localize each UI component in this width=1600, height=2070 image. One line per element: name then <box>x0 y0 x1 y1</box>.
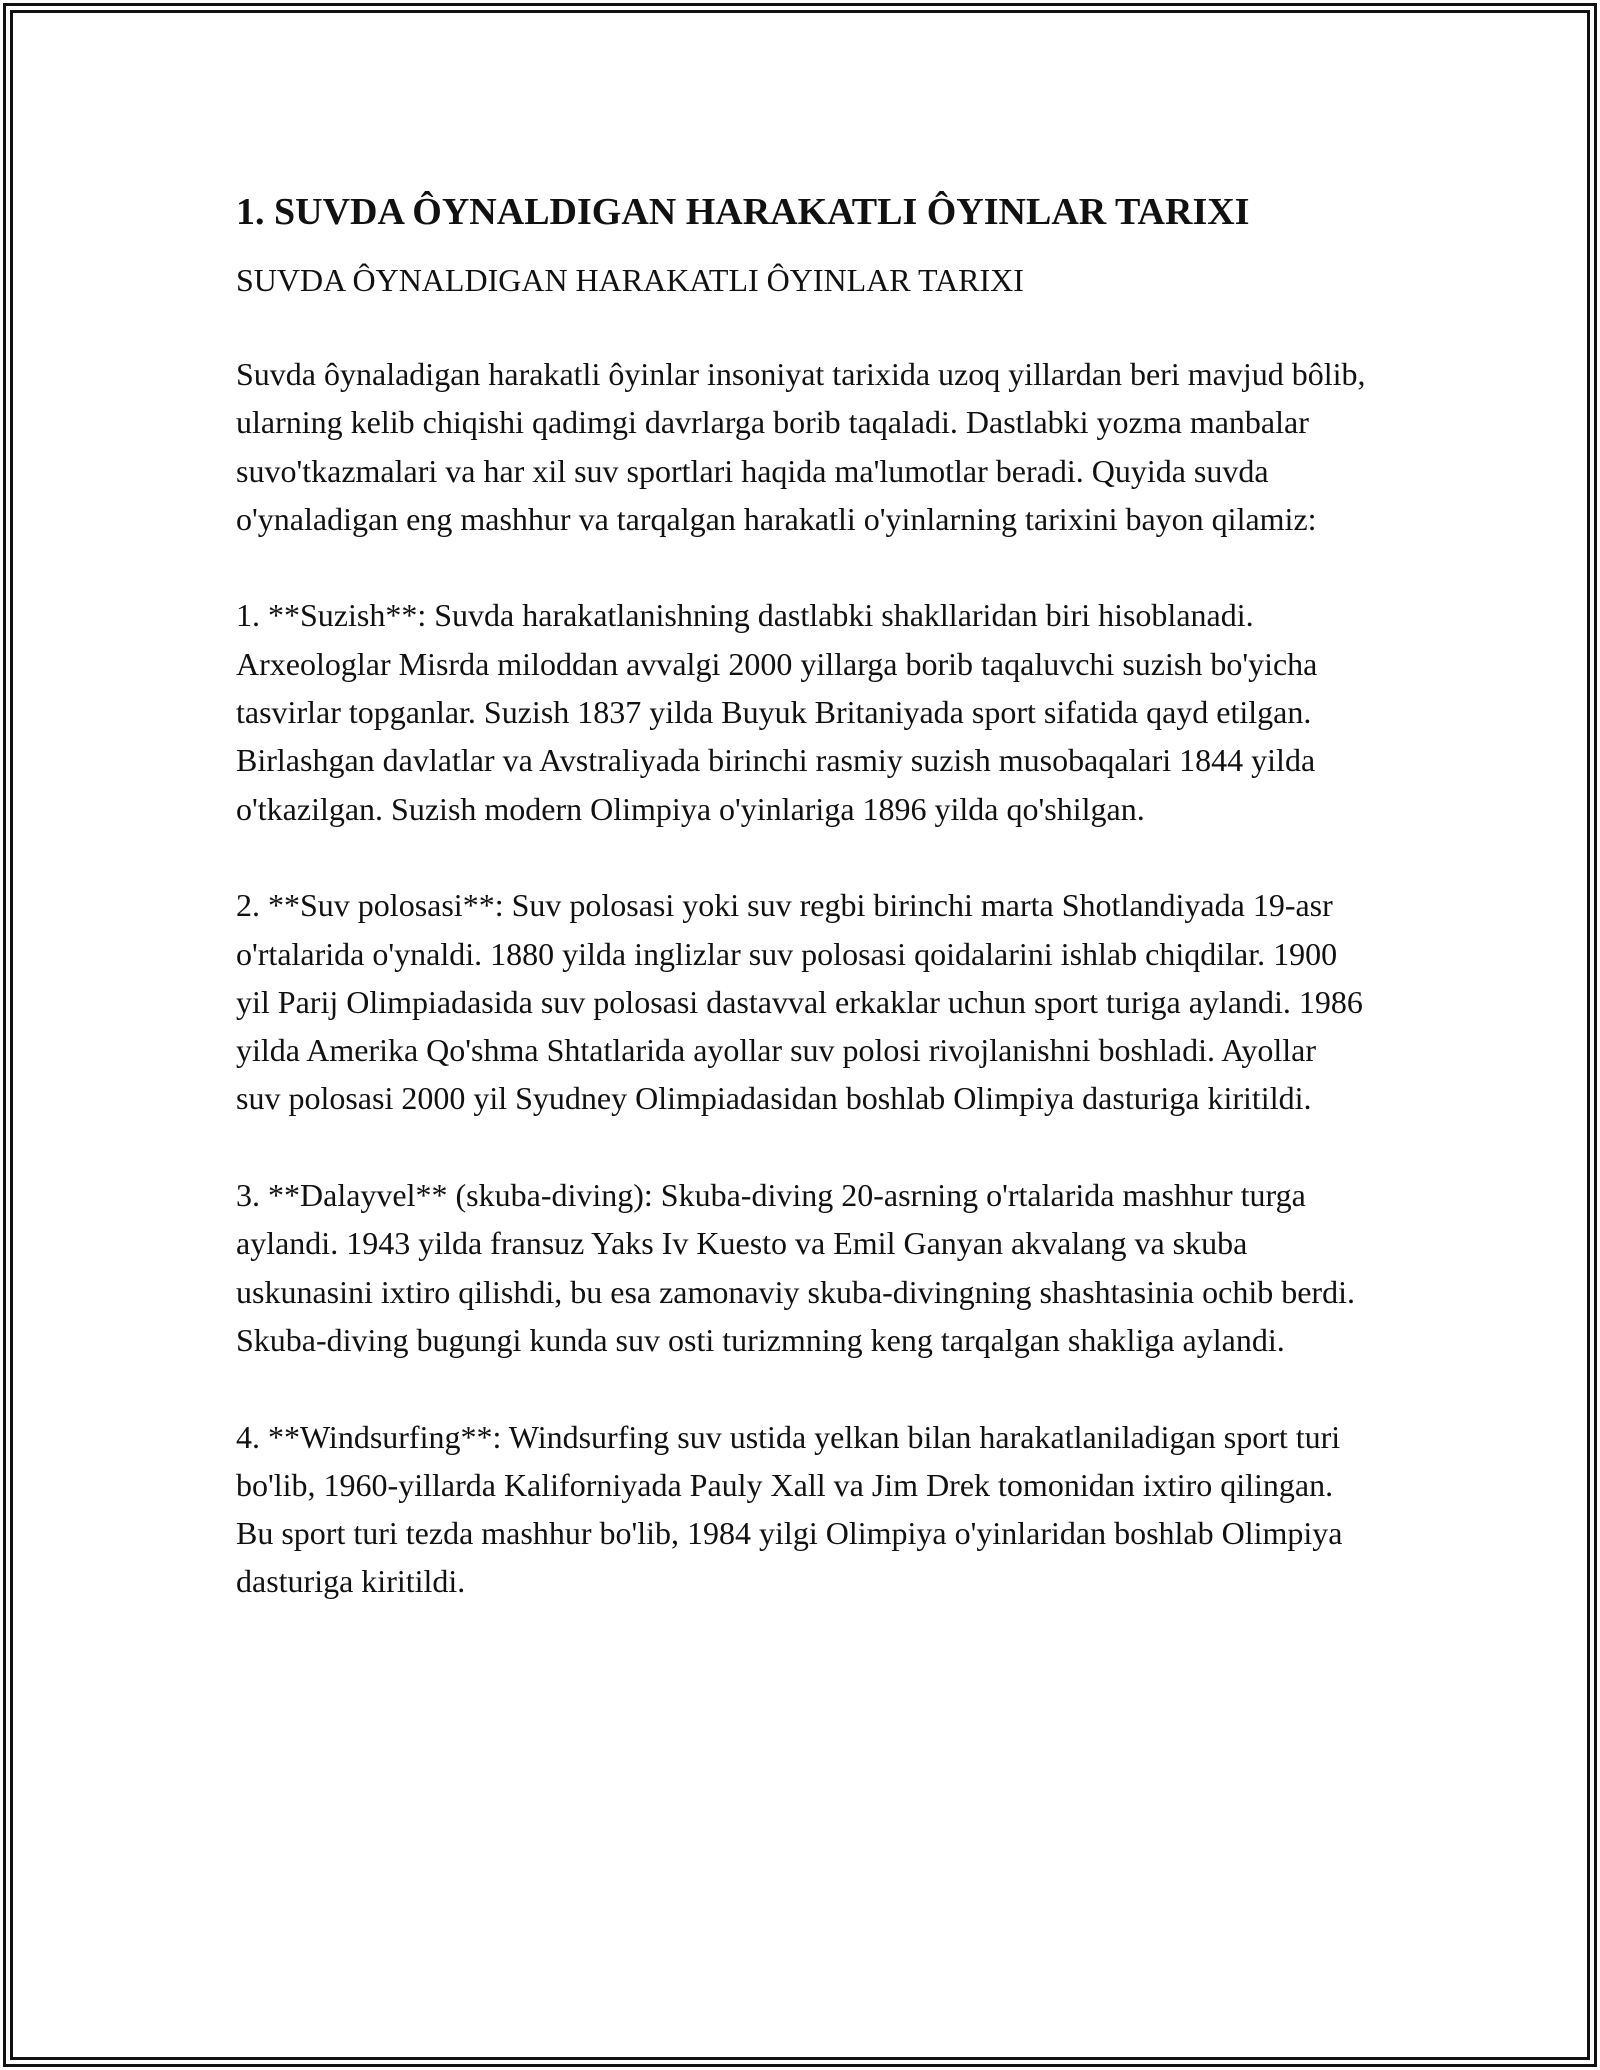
document-body <box>236 186 1366 1654</box>
paragraph-suzish: 1. **Suzish**: Suvda harakatlanishning dastlabki shakllaridan biri hisoblanadi. Arxeologlar Misrda miloddan avvalgi 2000 yillarga borib taqaluvchi suzish bo'yicha tasvirlar topganlar. Suzish 1837 yilda Buyuk Britaniyada sport sifatida qayd etilgan. Birlashgan davlatlar va Avstraliyada birinchi rasmiy suzish musobaqalari 1844 yilda o'tkazilgan. Suzish modern Olimpiya o'yinlariga 1896 yilda qo'shilgan. <box>236 597 1318 827</box>
paragraph-windsurfing: 4. **Windsurfing**: Windsurfing suv ustida yelkan bilan harakatlaniladigan sport turi bo'lib, 1960-yillarda Kaliforniyada Pauly Xall va Jim Drek tomonidan ixtiro qilingan. Bu sport turi tezda mashhur bo'lib, 1984 yilgi Olimpiya o'yinlaridan boshlab Olimpiya dasturiga kiritildi. <box>236 1418 1343 1600</box>
document-title: 1. SUVDA ÔYNALDIGAN HARAKATLI ÔYINLAR TARIXI <box>236 191 1250 233</box>
paragraph-dalayvel: 3. **Dalayvel** (skuba-diving): Skuba-diving 20-asrning o'rtalarida mashhur turga aylandi. 1943 yilda fransuz Yaks Iv Kuesto va Emil Ganyan akvalang va skuba uskunasini ixtiro qilishdi, bu esa zamonaviy skuba-divingning shashtasinia ochib berdi. Skuba-diving bugungi kunda suv osti turizmning keng tarqalgan shakliga aylandi. <box>236 1177 1355 1358</box>
intro-paragraph: Suvda ôynaladigan harakatli ôyinlar insoniyat tarixida uzoq yillardan beri mavjud bôlib, ularning kelib chiqishi qadimgi davrlarga borib taqaladi. Dastlabki yozma manbalar suvo'tkazmalari va har xil suv sportlari haqida ma'lumotlar beradi. Quyida suvda o'ynaladigan eng mashhur va tarqalgan harakatli o'yinlarning tarixini bayon qilamiz: <box>236 356 1366 537</box>
paragraph-suv-polosasi: 2. **Suv polosasi**: Suv polosasi yoki suv regbi birinchi marta Shotlandiyada 19-asr o'rtalarida o'ynaldi. 1880 yilda inglizlar suv polosasi qoidalarini ishlab chiqdilar. 1900 yil Parij Olimpiadasida suv polosasi dastavval erkaklar uchun sport turiga aylandi. 1986 yilda Amerika Qo'shma Shtatlarida ayollar suv polosi rivojlanishni boshladi. Ayollar suv polosasi 2000 yil Syudney Olimpiadasidan boshlab Olimpiya dasturiga kiritildi. <box>236 887 1363 1117</box>
document-subtitle: SUVDA ÔYNALDIGAN HARAKATLI ÔYINLAR TARIXI <box>236 262 1024 298</box>
